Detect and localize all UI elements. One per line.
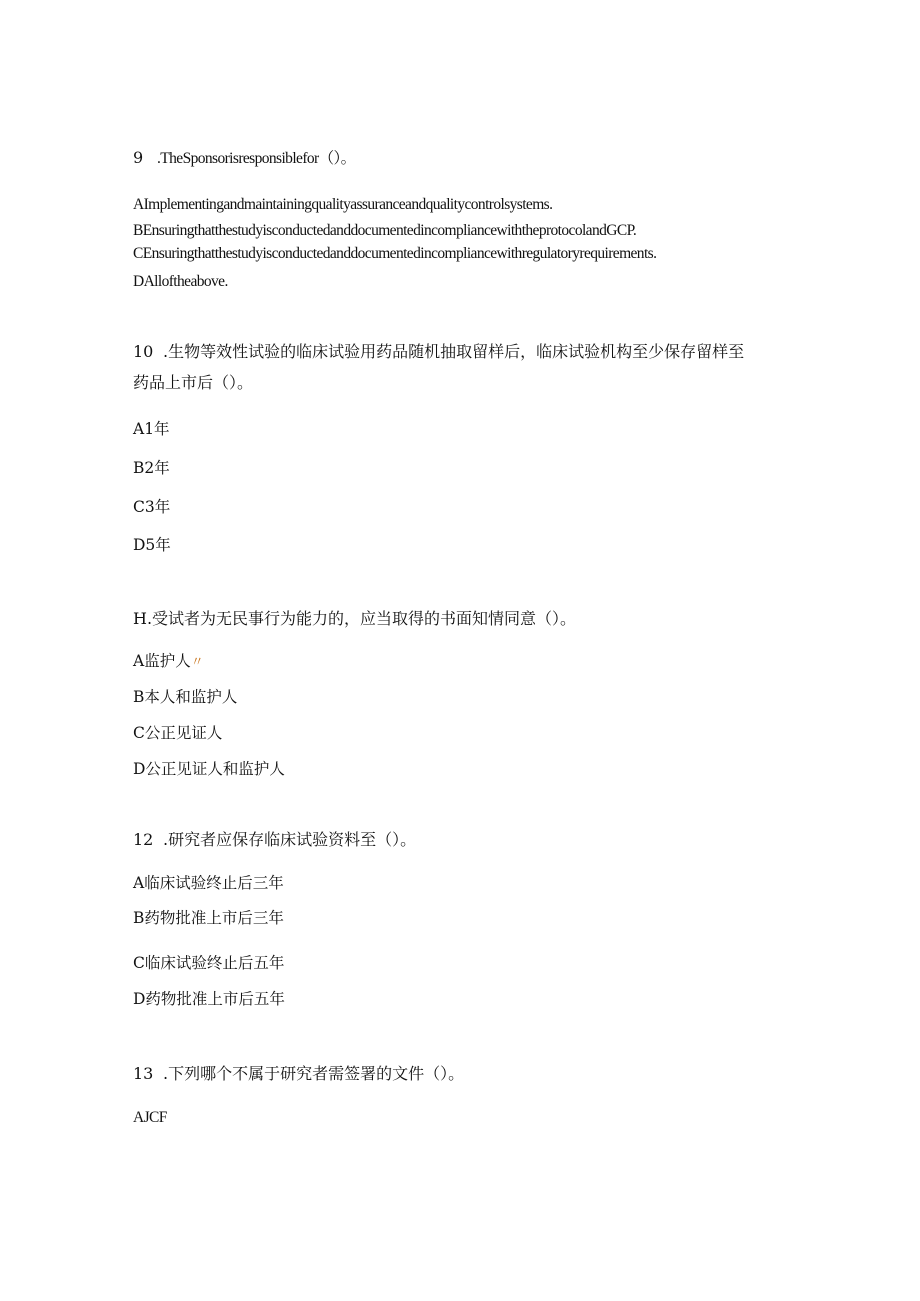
question-9-stem: [133, 148, 356, 169]
question-11-option-c: C公正见证人: [133, 724, 223, 742]
question-13-stem: [133, 1064, 464, 1084]
question-12-option-d: D药物批准上市后五年: [133, 990, 285, 1008]
question-9-option-d: DAlloftheabove.: [133, 273, 228, 290]
question-number: 10: [133, 342, 154, 361]
question-9-option-b: BEnsuringthatthestudyisconductedanddocumentedincompliancewiththeprotocolandGCP.: [133, 222, 637, 239]
question-text: .TheSponsorisresponsiblefor（）。: [157, 150, 356, 167]
question-11-option-a: [133, 651, 204, 673]
option-text: A监护人: [133, 652, 191, 670]
question-9-option-a: AImplementingandmaintainingqualityassuranceandqualitycontrolsystems.: [133, 196, 553, 213]
question-10-option-a: A1年: [133, 420, 170, 438]
question-11-option-b: B本人和监护人: [133, 688, 238, 706]
question-number: 9: [133, 148, 144, 167]
question-text: .下列哪个不属于研究者需签署的文件（）。: [163, 1064, 465, 1083]
question-12-stem: [133, 830, 416, 850]
question-12-option-c: C临床试验终止后五年: [133, 954, 285, 972]
question-number: 13: [133, 1064, 154, 1083]
question-10-option-d: D5年: [133, 536, 171, 554]
question-10-stem: [133, 342, 744, 362]
question-10-option-c: C3年: [133, 498, 171, 516]
question-12-option-a: A临床试验终止后三年: [133, 874, 284, 892]
question-11-stem: H.受试者为无民事行为能力的，应当取得的书面知情同意（）。: [133, 609, 577, 628]
question-number: 12: [133, 830, 154, 849]
question-12-option-b: B药物批准上市后三年: [133, 909, 284, 927]
question-13-option-a: AJCF: [133, 1109, 167, 1126]
stray-mark: 〃: [190, 655, 204, 670]
question-10-stem-continued: 药品上市后（）。: [133, 373, 254, 392]
question-10-option-b: B2年: [133, 459, 170, 477]
question-9-option-c: CEnsuringthatthestudyisconductedanddocumentedincompliancewithregulatoryrequirements.: [133, 245, 657, 262]
question-11-option-d: D公正见证人和监护人: [133, 760, 285, 778]
question-text: .生物等效性试验的临床试验用药品随机抽取留样后，临床试验机构至少保存留样至: [163, 342, 745, 361]
question-text: .研究者应保存临床试验资料至（）。: [163, 830, 417, 849]
